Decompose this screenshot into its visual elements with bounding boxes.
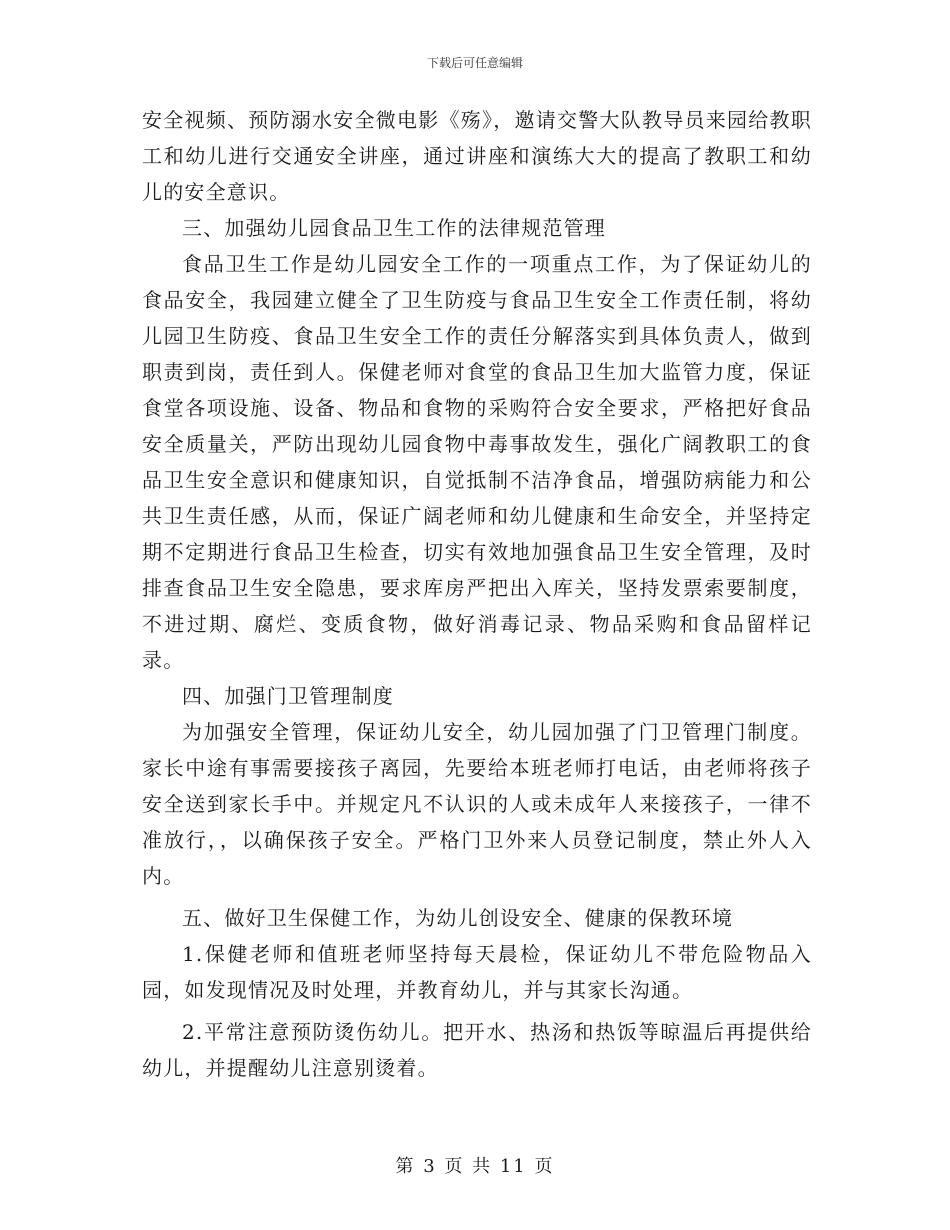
document-body [142,102,812,1086]
section-heading-5: 五、做好卫生保健工作，为幼儿创设安全、健康的保教环境 [182,906,734,930]
paragraph-gate-management: 为加强安全管理，保证幼儿安全，幼儿园加强了门卫管理门制度。家长中途有事需要接孩子离园，先要给本班老师打电话，由老师将孩子安全送到家长手中。并规定凡不认识的人或未成年人来接孩子，一律不准放行，，以确保孩子安全。严格门卫外来人员登记制度，禁止外人入内。 [142,720,812,888]
page-number-footer: 第 3 页 共 11 页 [395,1156,555,1177]
section-heading-4: 四、加强门卫管理制度 [182,684,394,708]
paragraph-food-safety: 食品卫生工作是幼儿园安全工作的一项重点工作，为了保证幼儿的食品安全，我园建立健全了卫生防疫与食品卫生安全工作责任制，将幼儿园卫生防疫、食品卫生安全工作的责任分解落实到具体负责人，做到职责到岗，责任到人。保健老师对食堂的食品卫生加大监管力度，保证食堂各项设施、设备、物品和食物的采购符合安全要求，严格把好食品安全质量关，严防出现幼儿园食物中毒事故发生，强化广阔教职工的食品卫生安全意识和健康知识，自觉抵制不洁净食品，增强防病能力和公共卫生责任感，从而，保证广阔老师和幼儿健康和生命安全，并坚持定期不定期进行食品卫生检查，切实有效地加强食品卫生安全管理，及时排查食品卫生安全隐患，要求库房严把出入库关，坚持发票索要制度，不进过期、腐烂、变质食物，做好消毒记录、物品采购和食品留样记录。 [142,252,812,672]
page-header: 下载后可任意编辑 [426,56,523,70]
list-item-2: 2.平常注意预防烫伤幼儿。把开水、热汤和热饭等晾温后再提供给幼儿，并提醒幼儿注意别烫着。 [142,1020,812,1080]
paragraph-continued: 安全视频、预防溺水安全微电影《殇》，邀请交警大队教导员来园给教职工和幼儿进行交通安全讲座，通过讲座和演练大大的提高了教职工和幼儿的安全意识。 [142,108,812,204]
list-item-1: 1.保健老师和值班老师坚持每天晨检，保证幼儿不带危险物品入园，如发现情况及时处理，并教育幼儿，并与其家长沟通。 [142,942,812,1002]
section-heading-3: 三、加强幼儿园食品卫生工作的法律规范管理 [182,216,606,240]
